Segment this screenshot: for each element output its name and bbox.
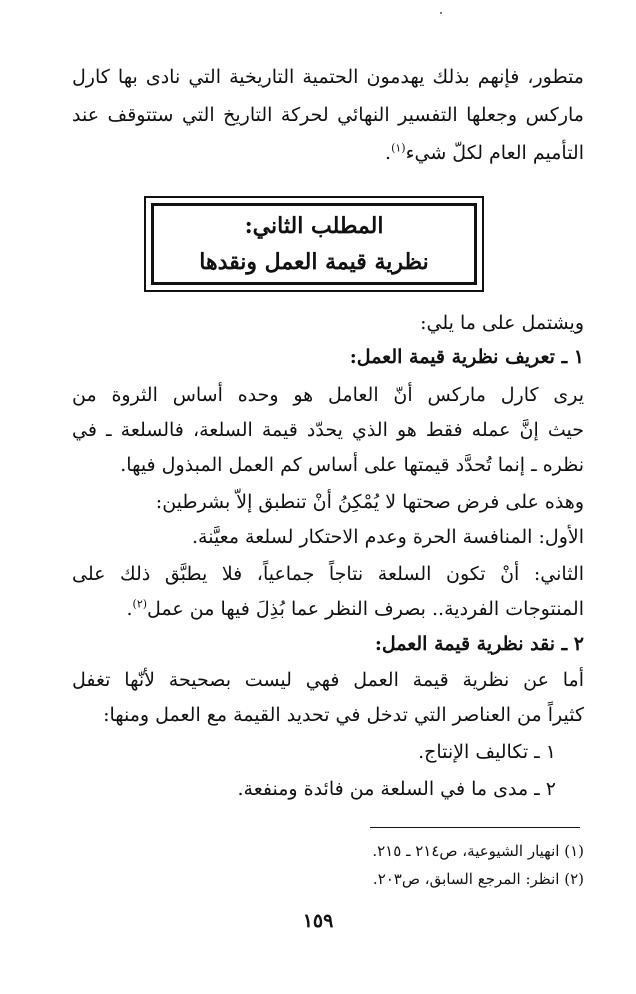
subsection-1-title: ١ ـ تعريف نظرية قيمة العمل:: [349, 346, 584, 368]
scan-speck: [440, 12, 442, 14]
footnote-ref-2: (٢): [132, 597, 148, 611]
para1-line-3: نظره ـ إنما تُحدَّد قيمتها على أساس كم العمل المبذول فيها.: [120, 454, 584, 476]
list-item-1: ١ ـ تكاليف الإنتاج.: [418, 741, 556, 763]
para2-line: وهذه على فرض صحتها لا يُمْكِنُ أنْ تنطبق إلاّ بشرطين:: [155, 491, 584, 513]
page-number: ١٥٩: [302, 910, 334, 932]
para3-line-2: كثيراً من العناصر التي تدخل في تحديد القيمة مع العمل ومنها:: [103, 704, 584, 726]
footnote-2-text: انظر: المرجع السابق، ص٢٠٣.: [372, 870, 560, 888]
footnote-2-number: (٢): [564, 870, 584, 888]
intro-line-2: ماركس وجعلها التفسير النهائي لحركة التاريخ التي ستتوقف عند: [72, 104, 584, 126]
condition-second-line-2-text: المنتوجات الفردية.. بصرف النظر عما بُذِلَ فيها من عمل: [147, 598, 584, 620]
section-heading-line-2: نظرية قيمة العمل ونقدها: [199, 249, 429, 275]
condition-first: الأول: المنافسة الحرة وعدم الاحتكار لسلعة معيَّنة.: [191, 526, 584, 548]
condition-second-line-2-end: .: [126, 598, 133, 620]
section-heading-frame: [144, 196, 484, 292]
intro-line-3-text: التأميم العام لكلّ شيء: [405, 142, 584, 164]
footnote-1-text: انهيار الشيوعية، ص٢١٤ ـ ٢١٥.: [372, 842, 560, 860]
intro-line-3-end: .: [385, 142, 392, 164]
footnote-2: [373, 868, 584, 890]
condition-second-line-1: الثاني: أنْ تكون السلعة نتاجاً جماعياً، فلا يطبَّق ذلك على: [72, 563, 584, 585]
para3-line-1: أما عن نظرية قيمة العمل فهي ليست بصحيحة لأنّها تغفل: [72, 669, 584, 691]
footnote-1: [372, 840, 584, 862]
para1-line-2: حيث إنَّ عمله فقط هو الذي يحدّد قيمة السلعة، فالسلعة ـ في: [72, 419, 584, 441]
list-item-2: ٢ ـ مدى ما في السلعة من فائدة ومنفعة.: [237, 778, 556, 800]
condition-second-line-2: [72, 594, 584, 624]
includes-line: ويشتمل على ما يلي:: [420, 312, 584, 334]
footnote-ref-1: (١): [391, 141, 406, 155]
intro-line-1: متطور، فإنهم بذلك يهدمون الحتمية التاريخية التي نادى بها كارل: [72, 66, 584, 88]
section-heading-inner-frame: [151, 203, 477, 285]
footnote-1-number: (١): [564, 842, 584, 860]
intro-line-3: [72, 138, 584, 168]
footnote-divider: [370, 827, 580, 828]
section-heading-line-1: المطلب الثاني:: [244, 213, 384, 239]
para1-line-1: يرى كارل ماركس أنّ العامل هو وحده أساس الثروة من: [72, 384, 584, 406]
subsection-2-title: ٢ ـ نقد نظرية قيمة العمل:: [374, 633, 584, 655]
